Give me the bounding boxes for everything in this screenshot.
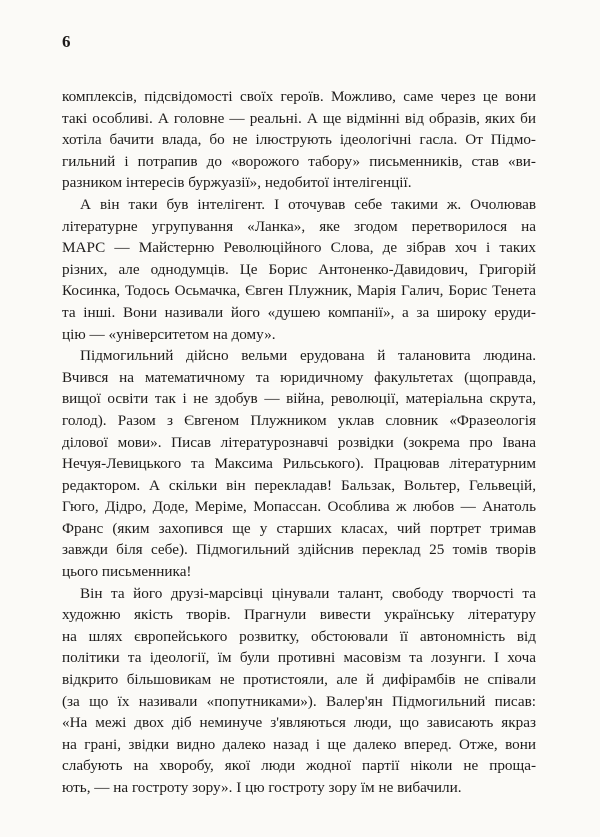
text-line: цього письменника! bbox=[62, 563, 192, 581]
text-body bbox=[62, 86, 536, 799]
text-line: художню якість творів. Прагнули вивести українську літературу bbox=[62, 606, 536, 624]
paragraph bbox=[62, 86, 536, 194]
text-line: МАРС — Майстерню Революційного Слова, де зібрав хоч і таких bbox=[62, 239, 536, 257]
text-line: разником інтересів буржуазії», недобитої інтелігенції. bbox=[62, 174, 412, 192]
paragraph bbox=[62, 345, 536, 583]
text-line: цію — «університетом на дому». bbox=[62, 325, 276, 343]
text-line: на грані, звідки видно далеко назад і ще далеко вперед. Отже, вони bbox=[62, 735, 536, 753]
text-line: Гюго, Дідро, Доде, Меріме, Мопассан. Особлива ж любов — Анатоль bbox=[62, 498, 536, 516]
page-number: 6 bbox=[62, 32, 71, 51]
text-line: Нечуя-Левицького та Максима Рильського). Працював літературним bbox=[62, 455, 536, 473]
text-line: Косинка, Тодось Осьмачка, Євген Плужник, Марія Галич, Борис Тенета bbox=[62, 282, 536, 300]
paragraph bbox=[62, 194, 536, 345]
text-line: комплексів, підсвідомості своїх героїв. Можливо, саме через це вони bbox=[62, 88, 536, 105]
text-line: вищої освіти так і не здобув — війна, революції, матеріальна скрута, bbox=[62, 390, 536, 408]
text-line: Франс (яким захопився ще у старших класах, чий портрет тримав bbox=[62, 519, 536, 537]
text-line: відкрито більшовикам не протистояли, але й дифірамбів не співали bbox=[62, 671, 536, 689]
text-line: завжди біля себе). Підмогильний здійснив переклад 25 томів творів bbox=[62, 541, 536, 559]
text-line: редактором. А скільки він перекладав! Бальзак, Вольтер, Гельвецій, bbox=[62, 476, 536, 494]
text-line: голод). Разом з Євгеном Плужником уклав словник «Фразеологія bbox=[62, 411, 536, 429]
text-line: Вчився на математичному та юридичному факультетах (щоправда, bbox=[62, 368, 536, 386]
text-line: Він та його друзі-марсівці цінували талант, свободу творчості та bbox=[80, 584, 536, 602]
text-line: такі особливі. А головне — реальні. А ще відмінні від образів, яких би bbox=[62, 109, 536, 127]
text-line: політики та ідеології, їм були противні масовізм та лозунги. І хоча bbox=[62, 649, 536, 667]
text-line: (за що їх називали «попутниками»). Валер'ян Підмогильний писав: bbox=[62, 692, 536, 710]
text-line: та інші. Вони називали його «душею компанії», а за широку еруди- bbox=[62, 303, 536, 321]
text-line: Підмогильний дійсно вельми ерудована й талановита людина. bbox=[80, 347, 536, 365]
text-line: ють, — на гостроту зору». І цю гостроту зору їм не вибачили. bbox=[62, 779, 462, 796]
text-line: різних, але однодумців. Це Борис Антоненко-Давидович, Григорій bbox=[62, 260, 536, 278]
text-line: слабують на хворобу, якої люди жодної партії ніколи не проща- bbox=[62, 757, 536, 775]
text-line: гильний і потрапив до «ворожого табору» письменників, став «ви- bbox=[62, 152, 536, 170]
text-line: А він таки був інтелігент. І оточував себе такими ж. Очолював bbox=[80, 195, 536, 213]
text-line: літературне угрупування «Ланка», яке згодом перетворилося на bbox=[62, 217, 536, 235]
text-line: на шлях європейського розвитку, обстоювали її автономність від bbox=[62, 627, 536, 645]
text-line: хотіла бачити влада, бо не ілюструють ідеологічні гасла. От Підмо- bbox=[62, 131, 536, 149]
paragraph bbox=[62, 583, 536, 799]
text-line: «На межі двох діб неминуче з'являються люди, що зависають якраз bbox=[62, 714, 536, 732]
text-line: ділової мови». Писав літературознавчі розвідки (зокрема про Івана bbox=[62, 433, 536, 451]
